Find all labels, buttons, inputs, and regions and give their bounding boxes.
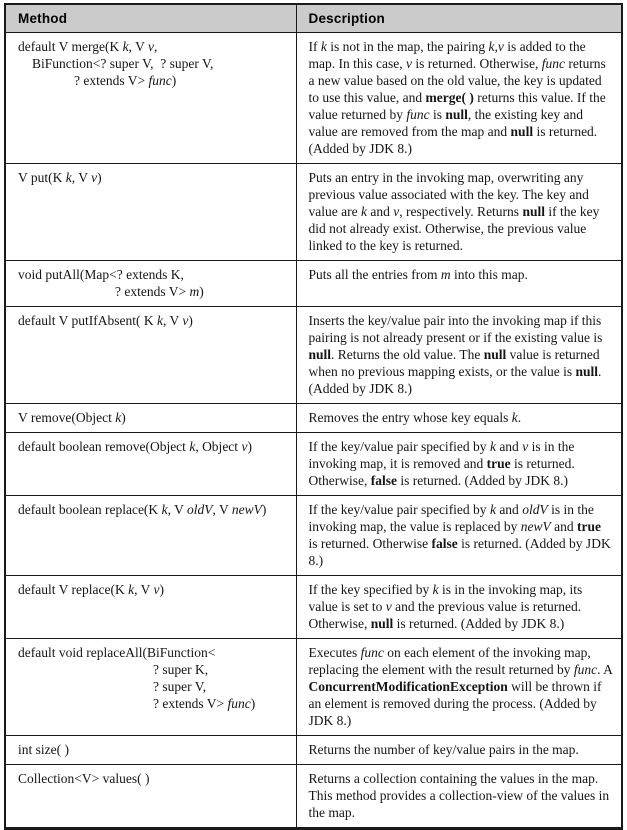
text-run: null	[510, 124, 534, 139]
table-header	[5, 4, 622, 33]
method-cell	[5, 433, 296, 496]
text-run: func	[406, 107, 430, 122]
text-run: is returned. (Added by JDK 8.)	[308, 124, 598, 156]
text-run: m	[440, 267, 451, 282]
text-run: ? super K,	[153, 662, 209, 677]
text-run: Removes the entry whose key equals	[308, 410, 512, 425]
text-run: is added to the map. In this case,	[308, 39, 586, 71]
table-row	[5, 164, 622, 261]
text-run: ? extends V>	[153, 696, 228, 711]
description-cell	[296, 639, 622, 736]
method-cell	[5, 765, 296, 829]
text-run: v	[385, 599, 392, 614]
text-run: )	[247, 439, 252, 454]
text-run: Executes	[308, 645, 361, 660]
text-run: k	[128, 582, 135, 597]
table-row	[5, 639, 622, 736]
text-run: )	[97, 170, 102, 185]
text-run: v	[522, 439, 529, 454]
text-run: is in the invoking map, the value is replaced by	[308, 502, 594, 534]
text-run: )	[261, 502, 267, 517]
table-row	[5, 404, 622, 433]
text-run: Puts an entry in the invoking map, overwriting any previous value associated with the key. The key and value are	[308, 170, 589, 219]
text-run: V put(K	[18, 170, 66, 185]
text-run: , the existing key and value are removed from the map and	[308, 107, 583, 139]
text-run: )	[199, 284, 204, 299]
text-run: ? extends V>	[115, 284, 190, 299]
text-run: func	[573, 662, 598, 677]
method-signature-line	[18, 438, 288, 455]
text-run: v	[148, 39, 154, 54]
description-cell	[296, 736, 622, 765]
text-run: v	[405, 56, 412, 71]
text-run: is not in the map, the pairing	[326, 39, 489, 54]
text-run: null	[483, 347, 507, 362]
text-run: .	[517, 410, 522, 425]
text-run: ConcurrentModificationException	[308, 679, 508, 694]
text-run: ? super V,	[153, 679, 207, 694]
text-run: k	[489, 439, 496, 454]
text-run: . A	[597, 662, 613, 677]
text-run: default boolean replace(K	[18, 502, 162, 517]
method-signature-line	[18, 741, 288, 758]
text-run: Returns a collection containing the values in the map. This method provides a collection-view of the values in the map.	[308, 771, 610, 820]
text-run: v	[393, 204, 400, 219]
text-run: ? extends V>	[74, 73, 149, 88]
text-run: true	[576, 519, 601, 534]
text-run: , V	[167, 502, 187, 517]
text-run: k,v	[488, 39, 504, 54]
method-signature-line	[18, 283, 288, 300]
table-row	[5, 765, 622, 829]
text-run: )	[159, 582, 164, 597]
text-run: k	[156, 313, 163, 328]
method-signature-line	[18, 661, 288, 678]
text-run: on each element of the invoking map, replacing the element with the result returned by	[308, 645, 591, 677]
text-run: m	[189, 284, 200, 299]
text-run: will be thrown if an element is removed during the process. (Added by JDK 8.)	[308, 679, 602, 728]
text-run: k	[122, 39, 129, 54]
text-run: and the previous value is returned. Otherwise,	[308, 599, 582, 631]
text-run: oldV	[522, 502, 548, 517]
text-run: BiFunction<? super V, ? super V,	[32, 56, 214, 71]
text-run: newV	[231, 502, 262, 517]
method-signature-line	[18, 266, 288, 283]
description-cell	[296, 576, 622, 639]
table-row	[5, 576, 622, 639]
text-run: default V putIfAbsent( K	[18, 313, 157, 328]
method-cell	[5, 307, 296, 404]
text-run: k	[432, 582, 439, 597]
text-run: k	[511, 410, 518, 425]
text-run: null	[370, 616, 394, 631]
text-run: If the key specified by	[308, 582, 433, 597]
text-run: and	[550, 519, 577, 534]
text-run: , V	[212, 502, 232, 517]
method-signature-line	[18, 55, 288, 72]
text-run: returns a new value based on the old value, the key is updated to use this value, and	[308, 56, 606, 105]
text-run: is in the invoking map, its value is set to	[308, 582, 583, 614]
text-run: , respectively. Returns	[399, 204, 523, 219]
text-run: ,	[154, 39, 158, 54]
method-signature-line	[18, 312, 288, 329]
text-run: . (Added by JDK 8.)	[308, 364, 602, 396]
table-row	[5, 261, 622, 307]
method-signature-line	[18, 501, 288, 518]
text-run: and	[495, 502, 523, 517]
method-signature-line	[18, 644, 288, 661]
method-cell	[5, 496, 296, 576]
text-run: )	[121, 410, 126, 425]
text-run: k	[161, 502, 168, 517]
text-run: k	[189, 439, 196, 454]
text-run: and	[495, 439, 523, 454]
text-run: is returned. Otherwise	[308, 536, 432, 551]
text-run: If the key/value pair specified by	[308, 439, 490, 454]
method-signature-line	[18, 770, 288, 787]
text-run: false	[431, 536, 458, 551]
text-run: If	[308, 39, 321, 54]
text-run: returns this value. If the value returned by	[308, 90, 606, 122]
text-run: , Object	[195, 439, 242, 454]
header-row	[5, 4, 622, 33]
text-run: V remove(Object	[18, 410, 116, 425]
description-cell	[296, 33, 622, 164]
text-run: )	[171, 73, 177, 88]
text-run: Returns the number of key/value pairs in the map.	[308, 742, 579, 757]
text-run: null	[575, 364, 598, 379]
text-run: oldV	[186, 502, 213, 517]
text-run: is returned. (Added by JDK 8.)	[308, 536, 611, 568]
text-run: int size( )	[18, 742, 69, 757]
method-cell	[5, 33, 296, 164]
text-run: default V merge(K	[18, 39, 123, 54]
text-run: null	[522, 204, 545, 219]
text-run: , V	[162, 313, 183, 328]
table-body	[5, 33, 622, 829]
text-run: . Returns the old value. The	[331, 347, 484, 362]
text-run: func	[360, 645, 384, 660]
text-run: Inserts the key/value pair into the invoking map if this pairing is not already present or if the existing value is	[308, 313, 603, 345]
text-run: is returned. Otherwise,	[411, 56, 542, 71]
text-run: newV	[520, 519, 551, 534]
text-run: func	[541, 56, 565, 71]
table-row	[5, 496, 622, 576]
table-row	[5, 433, 622, 496]
text-run: , V	[71, 170, 92, 185]
text-run: , V	[134, 582, 154, 597]
text-run: void putAll(Map<? extends K,	[18, 267, 184, 282]
method-cell	[5, 261, 296, 307]
description-cell	[296, 404, 622, 433]
method-cell	[5, 639, 296, 736]
text-run: k	[320, 39, 327, 54]
text-run: k	[489, 502, 496, 517]
text-run: func	[227, 696, 251, 711]
description-cell	[296, 765, 622, 829]
text-run: is returned. (Added by JDK 8.)	[396, 473, 568, 488]
text-run: if the key did not already exist. Otherwise, the previous value linked to the key is returned.	[308, 204, 600, 253]
text-run: v	[91, 170, 98, 185]
method-signature-line	[18, 695, 288, 712]
method-signature-line	[18, 678, 288, 695]
text-run: If the key/value pair specified by	[308, 502, 490, 517]
text-run: merge( )	[425, 90, 474, 105]
text-run: is returned. (Added by JDK 8.)	[393, 616, 565, 631]
text-run: default V replace(K	[18, 582, 129, 597]
method-signature-line	[18, 581, 288, 598]
text-run: is in the invoking map, it is removed and	[308, 439, 575, 471]
text-run: , V	[128, 39, 148, 54]
description-cell	[296, 164, 622, 261]
text-run: null	[308, 347, 332, 362]
text-run: k	[115, 410, 122, 425]
method-cell	[5, 576, 296, 639]
text-run: into this map.	[450, 267, 528, 282]
text-run: is returned. Otherwise,	[308, 456, 575, 488]
text-run: value is returned when no previous mapping exists, or the value is	[308, 347, 600, 379]
method-cell	[5, 164, 296, 261]
method-signature-line	[18, 38, 288, 55]
map-methods-table	[4, 3, 623, 830]
text-run: )	[250, 696, 256, 711]
text-run: and	[366, 204, 394, 219]
description-cell	[296, 433, 622, 496]
table-row	[5, 33, 622, 164]
text-run: null	[445, 107, 468, 122]
method-column-header: Method	[5, 4, 296, 33]
text-run: v	[182, 313, 189, 328]
text-run: k	[360, 204, 367, 219]
text-run: k	[65, 170, 72, 185]
text-run: v	[241, 439, 248, 454]
method-cell	[5, 404, 296, 433]
text-run: true	[486, 456, 511, 471]
text-run: Collection<V> values( )	[18, 771, 150, 786]
text-run: func	[148, 73, 172, 88]
method-signature-line	[18, 409, 288, 426]
text-run: v	[153, 582, 160, 597]
table-row	[5, 307, 622, 404]
description-column-header: Description	[296, 4, 622, 33]
description-cell	[296, 261, 622, 307]
method-cell	[5, 736, 296, 765]
table-row	[5, 736, 622, 765]
text-run: false	[370, 473, 397, 488]
method-signature-line	[18, 169, 288, 186]
text-run: )	[188, 313, 193, 328]
description-cell	[296, 307, 622, 404]
text-run: Puts all the entries from	[308, 267, 441, 282]
method-signature-line	[18, 72, 288, 89]
text-run: is	[429, 107, 446, 122]
description-cell	[296, 496, 622, 576]
text-run: default void replaceAll(BiFunction<	[18, 645, 216, 660]
text-run: default boolean remove(Object	[18, 439, 190, 454]
